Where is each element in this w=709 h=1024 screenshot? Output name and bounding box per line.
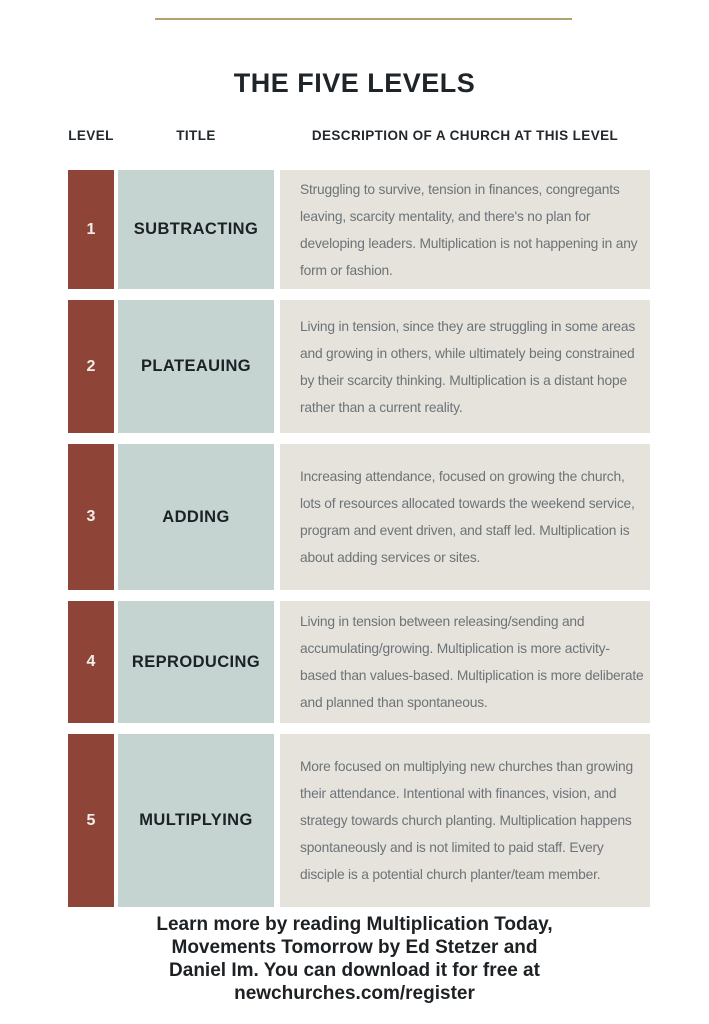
- table-row-level-2: [68, 300, 650, 433]
- footer-line: Movements Tomorrow by Ed Stetzer and: [171, 937, 538, 958]
- level-number: 2: [68, 300, 114, 433]
- level-description: More focused on multiplying new churches than growing their attendance. Intentional with finances, vision, and strategy towards church planting. Multiplication happens spontaneously and is not limited to paid staff. Every disciple is a potential church planter/team member.: [280, 734, 650, 907]
- table-row-level-3: [68, 444, 650, 590]
- level-title: SUBTRACTING: [118, 170, 274, 289]
- levels-table: [68, 170, 650, 907]
- footer-line: Daniel Im. You can download it for free at: [169, 960, 540, 981]
- header-description: DESCRIPTION OF A CHURCH AT THIS LEVEL: [311, 128, 619, 143]
- level-description: Struggling to survive, tension in finances, congregants leaving, scarcity mentality, and there's no plan for developing leaders. Multiplication is not happening in any form or fashion.: [280, 170, 650, 289]
- table-row-level-1: [68, 170, 650, 289]
- header-level: LEVEL: [68, 128, 114, 143]
- level-number: 4: [68, 601, 114, 723]
- level-description: Living in tension between releasing/sending and accumulating/growing. Multiplication is more activity-based than values-based. Multiplication is more deliberate and planned than spontaneous.: [280, 601, 650, 723]
- level-title: REPRODUCING: [118, 601, 274, 723]
- level-description: Living in tension, since they are struggling in some areas and growing in others, while ultimately being constrained by their scarcity thinking. Multiplication is a distant hope rather than a current reality.: [280, 300, 650, 433]
- header-title: TITLE: [176, 128, 216, 143]
- table-row-level-5: [68, 734, 650, 907]
- footer-line: Learn more by reading Multiplication Today,: [156, 914, 553, 935]
- level-title: MULTIPLYING: [118, 734, 274, 907]
- level-number: 1: [68, 170, 114, 289]
- table-row-level-4: [68, 601, 650, 723]
- level-title: ADDING: [118, 444, 274, 590]
- table-header: [68, 128, 650, 143]
- page-title: THE FIVE LEVELS: [233, 68, 476, 98]
- level-number: 3: [68, 444, 114, 590]
- footer-note: [0, 913, 709, 1005]
- level-number: 5: [68, 734, 114, 907]
- footer-line-url: newchurches.com/register: [234, 983, 475, 1004]
- level-description: Increasing attendance, focused on growing the church, lots of resources allocated towards the weekend service, program and event driven, and staff led. Multiplication is about adding services or sites.: [280, 444, 650, 590]
- top-divider: [155, 18, 572, 20]
- level-title: PLATEAUING: [118, 300, 274, 433]
